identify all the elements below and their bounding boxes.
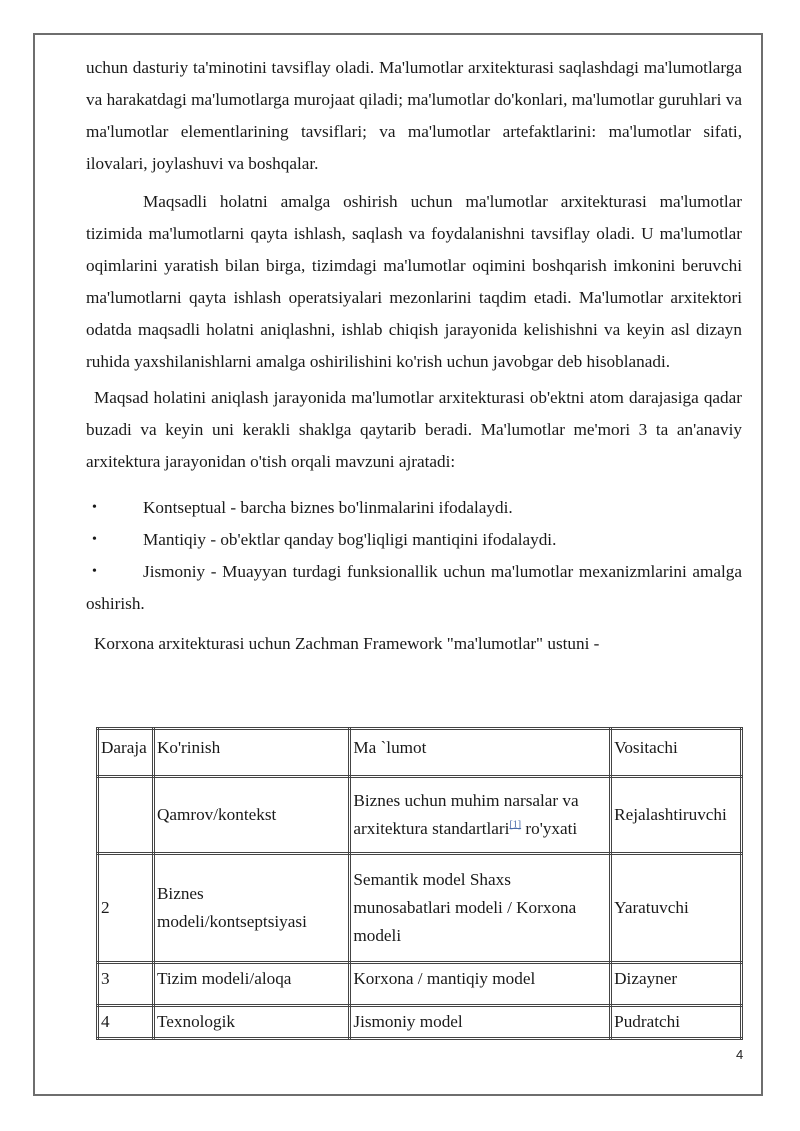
table-row [98, 1006, 742, 1039]
table-header-row [98, 729, 742, 777]
table-cell: Rejalashtiruvchi [611, 777, 742, 854]
header-vositachi: Vositachi [611, 729, 742, 777]
list-item: • Kontseptual - barcha biznes bo'linmalarini ifodalaydi. [86, 492, 742, 524]
header-korinish: Ko'rinish [153, 729, 349, 777]
table-cell: Semantik model Shaxs munosabatlari modeli / Korxona modeli [350, 854, 611, 963]
bullet-icon: • [92, 564, 97, 579]
header-daraja: Daraja [98, 729, 154, 777]
table-cell: Tizim modeli/aloqa [153, 963, 349, 1006]
page-number: 4 [736, 1047, 744, 1062]
table-cell: 3 [98, 963, 154, 1006]
table-cell: Texnologik [153, 1006, 349, 1039]
table-cell: Korxona / mantiqiy model [350, 963, 611, 1006]
table-row [98, 854, 742, 963]
paragraph-2: Maqsadli holatni amalga oshirish uchun ma'lumotlar arxitekturasi ma'lumotlar tizimida ma'lumotlarni qayta ishlash, saqlash va foydalanishni tavsiflay oladi. U ma'lumotlar oqimlarini yaratish bilan birga, tizimdagi ma'lumotlar oqimini boshqarish imkonini beruvchi ma'lumotlarni qayta ishlash operatsiyalari mezonlarini taqdim etadi. Ma'lumotlar arxitektori odatda maqsadli holatni aniqlashni, ishlab chiqish jarayonida kelishishni va keyin asl dizayn ruhida yaxshilanishlarni amalga oshirilishini ko'rish uchun javobgar deb hisoblanadi. [86, 192, 742, 371]
table-cell: 4 [98, 1006, 154, 1039]
table-cell: Biznes modeli/kontseptsiyasi [153, 854, 349, 963]
list-item: • Jismoniy - Muayyan turdagi funksionallik uchun ma'lumotlar mexanizmlarini amalga oshirish. [86, 556, 742, 620]
bullet-icon: • [92, 532, 97, 547]
table-row [98, 963, 742, 1006]
table-cell: 2 [98, 854, 154, 963]
table-cell: Dizayner [611, 963, 742, 1006]
table-caption: Korxona arxitekturasi uchun Zachman Framework "ma'lumotlar" ustuni - [94, 634, 600, 653]
header-malumot: Ma `lumot [350, 729, 611, 777]
table-cell: Qamrov/kontekst [153, 777, 349, 854]
document-body [86, 52, 742, 660]
paragraph-3: Maqsad holatini aniqlash jarayonida ma'lumotlar arxitekturasi ob'ektni atom darajasiga qadar buzadi va keyin uni kerakli shaklga qaytarib beradi. Ma'lumotlar me'mori 3 ta an'anaviy arxitektura jarayonidan o'tish orqali mavzuni ajratadi: [86, 388, 742, 471]
bullet-list [86, 492, 742, 620]
table-cell: Yaratuvchi [611, 854, 742, 963]
zachman-table [96, 727, 743, 1040]
paragraph-1: uchun dasturiy ta'minotini tavsiflay oladi. Ma'lumotlar arxitekturasi saqlashdagi ma'lumotlarga va harakatdagi ma'lumotlarga murojaat qiladi; ma'lumotlar do'konlari, ma'lumotlar guruhlari va ma'lumotlar elementlarining tavsiflari; va ma'lumotlar artefaktlarini: ma'lumotlar sifati, ilovalari, joylashuvi va boshqalar. [86, 58, 742, 173]
bullet-icon: • [92, 500, 97, 515]
table-cell: Jismoniy model [350, 1006, 611, 1039]
table-cell: Pudratchi [611, 1006, 742, 1039]
footnote-link[interactable]: [1] [509, 819, 522, 831]
list-item: • Mantiqiy - ob'ektlar qanday bog'liqligi mantiqini ifodalaydi. [86, 524, 742, 556]
table-cell [98, 777, 154, 854]
table-row [98, 777, 742, 854]
table-cell: Biznes uchun muhim narsalar va arxitektura standartlari[1] ro'yxati [350, 777, 611, 854]
